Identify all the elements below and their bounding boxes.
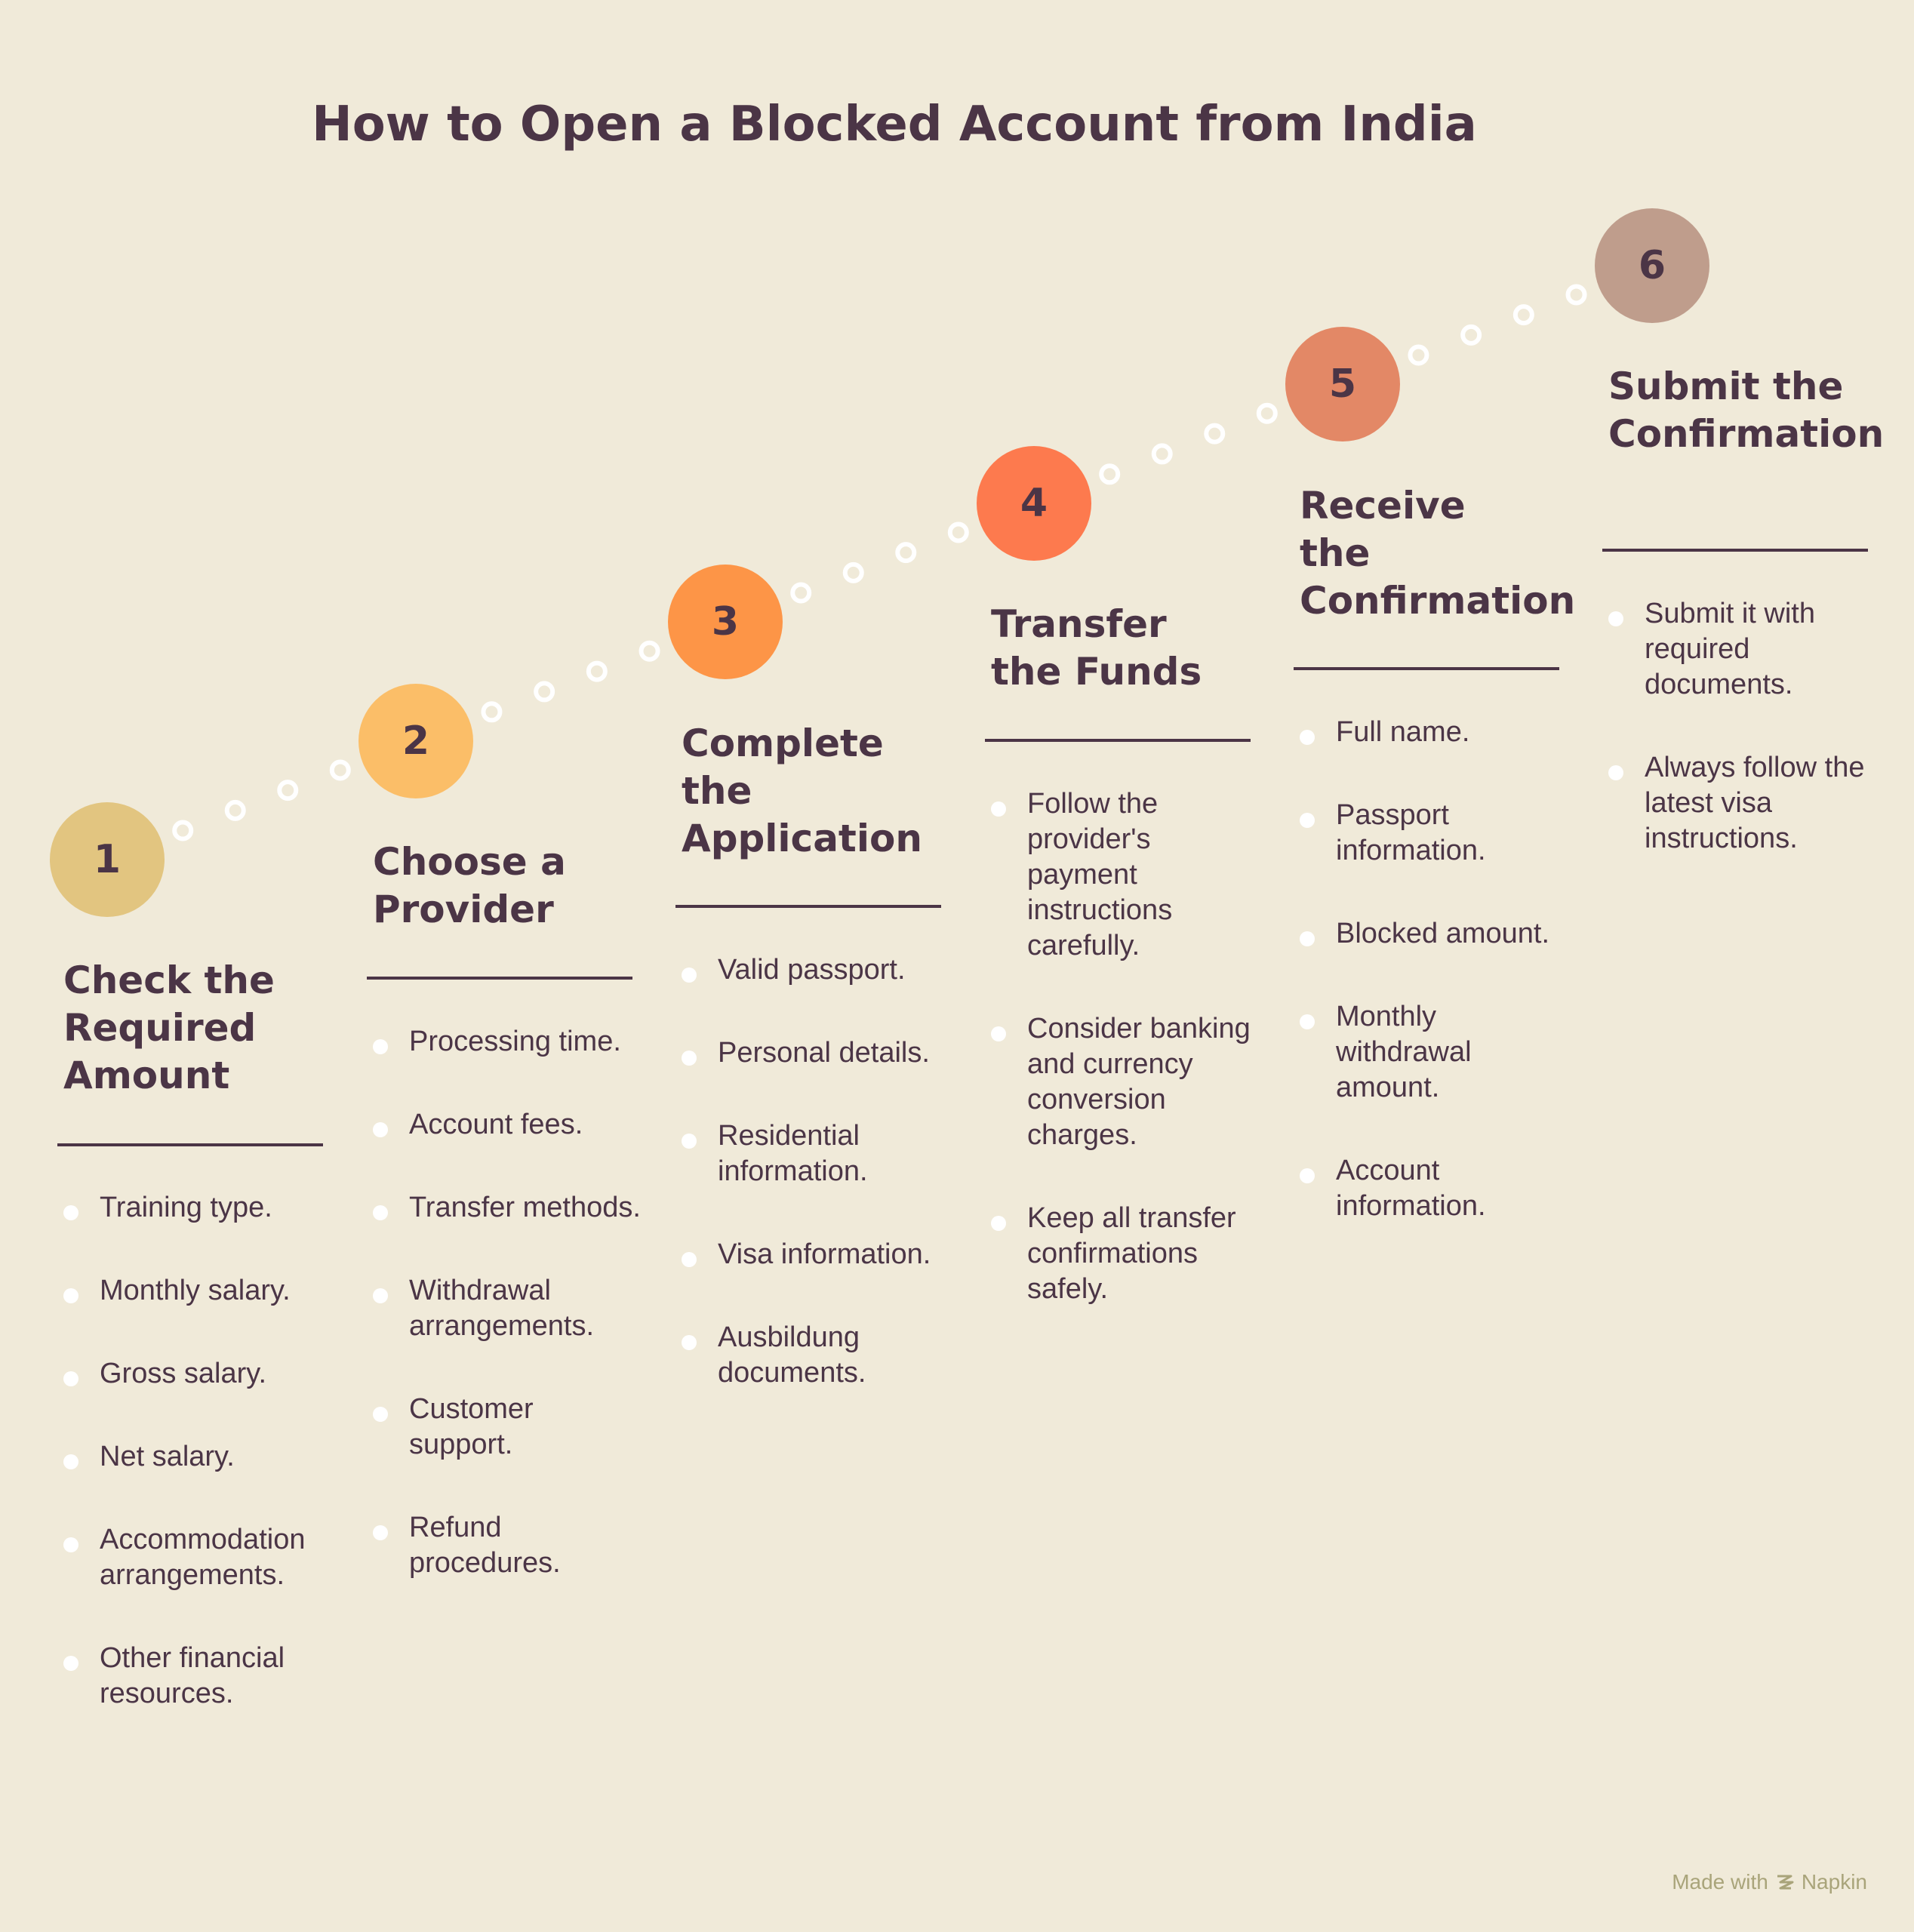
page-title: How to Open a Blocked Account from India	[312, 97, 1477, 152]
step-6-title: Submit the Confirmation	[1608, 365, 1885, 456]
step-1-divider	[57, 1143, 323, 1146]
napkin-logo-icon	[1774, 1872, 1796, 1893]
list-item: Residential information.	[682, 1118, 953, 1189]
list-item: Gross salary.	[63, 1356, 335, 1392]
connector-dot	[642, 643, 658, 660]
bullet-icon	[1300, 1014, 1315, 1029]
list-item: Withdrawal arrangements.	[373, 1273, 645, 1344]
list-item: Passport information.	[1300, 798, 1571, 869]
list-item: Net salary.	[63, 1439, 335, 1475]
bullet-icon	[1608, 765, 1623, 780]
connector-dot	[227, 802, 244, 819]
step-4-list	[991, 786, 1263, 1355]
bullet-icon	[682, 1252, 697, 1267]
list-item: Ausbildung documents.	[682, 1320, 953, 1391]
connector-dot	[279, 782, 296, 798]
list-item: Accommodation arrangements.	[63, 1522, 335, 1593]
list-item: Visa information.	[682, 1237, 953, 1272]
list-item: Follow the provider's payment instructions carefully.	[991, 786, 1263, 964]
footer-branding	[1672, 1870, 1867, 1894]
list-item: Monthly salary.	[63, 1273, 335, 1309]
bullet-icon	[373, 1205, 388, 1220]
bullet-icon	[1300, 1168, 1315, 1183]
made-with-label: Made with	[1672, 1870, 1768, 1894]
bullet-icon	[991, 1216, 1006, 1231]
connector-dot	[1101, 466, 1118, 482]
connector-dot	[1259, 405, 1275, 422]
bullet-icon	[63, 1288, 78, 1303]
list-item: Account information.	[1300, 1153, 1571, 1224]
connector-dot	[845, 565, 862, 581]
list-item: Personal details.	[682, 1035, 953, 1071]
step-1-number-circle: 1	[50, 802, 165, 917]
step-1-title: Check the Required Amount	[63, 958, 275, 1097]
list-item: Processing time.	[373, 1024, 645, 1060]
step-2-title: Choose a Provider	[373, 840, 566, 931]
connector-dot	[1410, 347, 1426, 364]
connector-dot	[950, 524, 967, 540]
connector-dot	[1154, 445, 1171, 462]
list-item: Submit it with required documents.	[1608, 596, 1880, 703]
list-item: Transfer methods.	[373, 1190, 645, 1226]
connector-dot	[589, 663, 605, 680]
bullet-icon	[373, 1288, 388, 1303]
step-4-divider	[985, 739, 1251, 742]
connector-dot	[174, 823, 191, 839]
list-item: Blocked amount.	[1300, 916, 1571, 952]
step-5-title: Receive the Confirmation	[1300, 484, 1576, 623]
bullet-icon	[373, 1407, 388, 1422]
bullet-icon	[1300, 931, 1315, 946]
step-6-divider	[1602, 549, 1868, 552]
step-4-number-circle: 4	[977, 446, 1091, 561]
list-item: Training type.	[63, 1190, 335, 1226]
step-3-title: Complete the Application	[682, 721, 922, 860]
bullet-icon	[991, 1026, 1006, 1041]
list-item: Account fees.	[373, 1107, 645, 1143]
bullet-icon	[1608, 611, 1623, 626]
bullet-icon	[373, 1039, 388, 1054]
list-item: Monthly withdrawal amount.	[1300, 999, 1571, 1106]
step-3-list	[682, 952, 953, 1438]
bullet-icon	[63, 1537, 78, 1552]
step-2-number-circle: 2	[358, 684, 473, 798]
step-6-number-circle: 6	[1595, 208, 1709, 323]
bullet-icon	[373, 1525, 388, 1540]
list-item: Keep all transfer confirmations safely.	[991, 1201, 1263, 1307]
connector-dot	[1463, 327, 1479, 343]
list-item: Always follow the latest visa instructions.	[1608, 750, 1880, 857]
bullet-icon	[63, 1454, 78, 1469]
bullet-icon	[682, 1051, 697, 1066]
step-4-title: Transfer the Funds	[991, 602, 1202, 694]
connector-dot	[536, 683, 552, 700]
list-item: Valid passport.	[682, 952, 953, 988]
bullet-icon	[1300, 730, 1315, 745]
brand-label: Napkin	[1801, 1870, 1867, 1894]
connector-dot	[1206, 426, 1223, 442]
list-item: Refund procedures.	[373, 1510, 645, 1581]
bullet-icon	[63, 1205, 78, 1220]
connector-dot	[483, 703, 500, 720]
step-2-list	[373, 1024, 645, 1629]
bullet-icon	[682, 1134, 697, 1149]
bullet-icon	[991, 801, 1006, 817]
step-5-list	[1300, 715, 1571, 1272]
list-item: Consider banking and currency conversion charges.	[991, 1011, 1263, 1153]
list-item: Other financial resources.	[63, 1641, 335, 1712]
step-3-number-circle: 3	[668, 565, 783, 679]
connector-dot	[897, 544, 914, 561]
bullet-icon	[682, 1335, 697, 1350]
step-6-list	[1608, 596, 1880, 904]
bullet-icon	[682, 968, 697, 983]
step-5-divider	[1294, 667, 1559, 670]
bullet-icon	[373, 1122, 388, 1137]
connector-dot	[332, 761, 349, 778]
bullet-icon	[63, 1371, 78, 1386]
list-item: Customer support.	[373, 1392, 645, 1463]
bullet-icon	[63, 1656, 78, 1671]
step-1-list	[63, 1190, 335, 1759]
bullet-icon	[1300, 813, 1315, 828]
step-3-divider	[675, 905, 941, 908]
connector-dot	[1568, 286, 1585, 303]
step-2-divider	[367, 977, 632, 980]
step-5-number-circle: 5	[1285, 327, 1400, 441]
connector-dot	[1516, 306, 1532, 323]
connector-dot	[792, 585, 809, 601]
list-item: Full name.	[1300, 715, 1571, 750]
